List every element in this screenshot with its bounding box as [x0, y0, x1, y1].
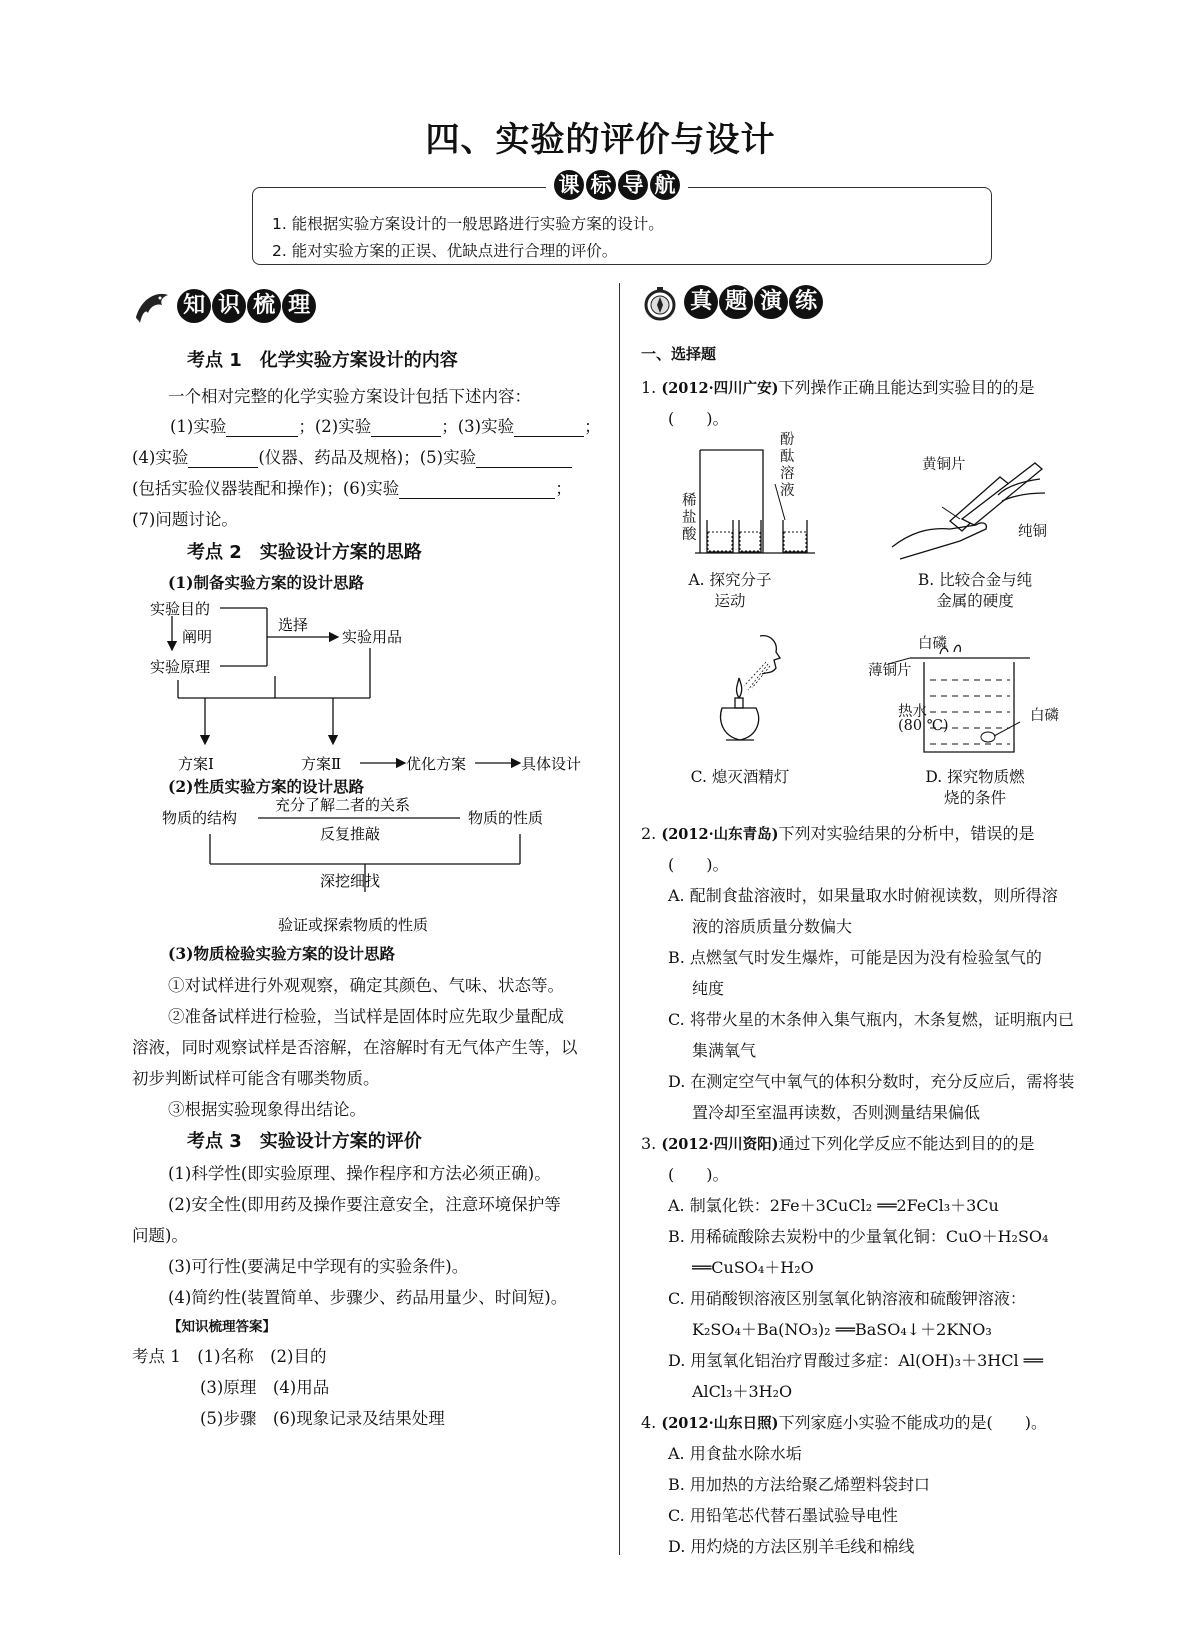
label-temperature: (80 ℃) [898, 718, 949, 734]
property-design-flowchart [160, 796, 600, 936]
q-num: 2. [641, 824, 657, 843]
figure-b-hardness-compare [890, 455, 1060, 565]
question-4 [641, 1410, 1047, 1433]
para-text: (1)科学性(即实验原理、操作程序和方法必须正确)。 [168, 1164, 551, 1183]
option-b: B. 点燃氢气时发生爆炸，可能是因为没有检验氢气的 [668, 948, 1042, 967]
option-c: C. 用硝酸钡溶液区别氢氧化钠溶液和硫酸钾溶液： [668, 1289, 1026, 1308]
label-hot-water: 热水 [898, 704, 927, 720]
kd3-heading: 考点 3 实验设计方案的评价 [187, 1131, 422, 1152]
option-c: C. 将带火星的木条伸入集气瓶内，木条复燃，证明瓶内已 [668, 1010, 1074, 1029]
sub-heading-3: (3)物质检验实验方案的设计思路 [168, 944, 395, 963]
prep-design-flowchart [130, 592, 610, 782]
answer-paren: ( )。 [668, 409, 729, 428]
blank[interactable] [476, 451, 572, 468]
option-d: D. 在测定空气中氧气的体积分数时，充分反应后，需将装 [668, 1072, 1075, 1091]
section-char: 题 [719, 285, 753, 319]
flow-principle: 实验原理 [150, 658, 211, 676]
text: (包括实验仪器装配和操作)；(6)实验 [132, 479, 400, 498]
flow-explain: 阐明 [182, 628, 213, 646]
intro-text: 一个相对完整的化学实验方案设计包括下述内容： [168, 387, 531, 406]
text: (1)实验 [170, 417, 227, 436]
question-3 [641, 1131, 1035, 1154]
label-pure-copper: 纯铜 [1018, 524, 1047, 540]
option-a-cont: 液的溶质质量分数偏大 [692, 917, 853, 936]
q-source: (2012·四川资阳) [661, 1136, 779, 1153]
flow-optimize: 优化方案 [406, 755, 467, 773]
blank[interactable] [226, 420, 298, 437]
flow2-dig: 深挖细找 [320, 872, 381, 890]
option-c: C. 用铅笔芯代替石墨试验导电性 [668, 1506, 898, 1525]
part-heading: 一、选择题 [641, 345, 717, 363]
curriculum-badge [546, 170, 688, 204]
option-a: A. 用食盐水除水垢 [668, 1444, 802, 1463]
para-text: 初步判断试样可能含有哪类物质。 [132, 1069, 380, 1088]
caption-line: B. 比较合金与纯 [917, 571, 1033, 589]
figure-c-blow-lamp [700, 628, 810, 758]
sub-heading-2: (2)性质实验方案的设计思路 [168, 777, 364, 796]
answer-title: 【知识梳理答案】 [168, 1319, 276, 1335]
section-char: 演 [754, 285, 788, 319]
badge-char: 课 [554, 170, 584, 200]
caption-line: 运动 [714, 592, 746, 610]
para-text: (3)可行性(要满足中学现有的实验条件)。 [168, 1257, 469, 1276]
answer-line: (5)步骤 (6)现象记录及结果处理 [200, 1409, 445, 1428]
page-title: 四、实验的评价与设计 [425, 120, 776, 160]
q-num: 1. [641, 378, 657, 397]
badge-char: 标 [586, 170, 616, 200]
section-char: 理 [282, 289, 316, 323]
caption-line: D. 探究物质燃 [925, 768, 1025, 786]
para-text: ③根据实验现象得出结论。 [168, 1100, 366, 1119]
q-num: 3. [641, 1134, 657, 1153]
flow2-structure: 物质的结构 [162, 809, 238, 827]
label-dilute-acid: 稀盐酸 [682, 493, 697, 543]
section-char: 梳 [247, 289, 281, 323]
q-text: 通过下列化学反应不能达到目的的是 [778, 1134, 1035, 1153]
flow-purpose: 实验目的 [150, 600, 211, 618]
compass-icon [641, 284, 679, 322]
badge-char: 航 [650, 170, 680, 200]
blank[interactable] [371, 420, 441, 437]
option-a: A. 制氯化铁：2Fe＋3CuCl₂ ══2FeCl₃＋3Cu [668, 1196, 999, 1215]
kd2-heading: 考点 2 实验设计方案的思路 [187, 542, 422, 563]
knowledge-section-header [132, 287, 317, 331]
text: (4)实验 [132, 448, 189, 467]
para-text: ①对试样进行外观观察，确定其颜色、气味、状态等。 [168, 976, 564, 995]
label-white-phosphorus: 白磷 [918, 636, 947, 652]
answer-paren: ( )。 [668, 1165, 729, 1184]
blank[interactable] [399, 482, 555, 499]
option-b: B. 用稀硫酸除去炭粉中的少量氧化铜：CuO＋H₂SO₄ [668, 1227, 1049, 1246]
option-b: B. 用加热的方法给聚乙烯塑料袋封口 [668, 1475, 930, 1494]
option-d-cont: AlCl₃＋3H₂O [692, 1382, 793, 1401]
q-source: (2012·四川广安) [661, 380, 779, 397]
figure-b-caption [895, 570, 1055, 612]
para-text: 溶液，同时观察试样是否溶解，在溶解时有无气体产生等，以 [132, 1038, 578, 1057]
label-copper-sheet: 薄铜片 [868, 663, 912, 679]
option-a: A. 配制食盐溶液时，如果量取水时俯视读数，则所得溶 [668, 886, 1058, 905]
badge-char: 导 [618, 170, 648, 200]
flow-plan2: 方案Ⅱ [301, 755, 342, 773]
q-text: 下列对实验结果的分析中，错误的是 [778, 824, 1035, 843]
sub-heading-1: (1)制备实验方案的设计思路 [168, 573, 364, 592]
flow2-property: 物质的性质 [468, 809, 544, 827]
option-d: D. 用氢氧化铝治疗胃酸过多症：Al(OH)₃＋3HCl ══ [668, 1351, 1043, 1370]
q-text: 下列操作正确且能达到实验目的的是 [778, 378, 1035, 397]
section-char: 识 [212, 289, 246, 323]
figure-d-caption [900, 767, 1050, 809]
question-2 [641, 821, 1035, 844]
section-char: 练 [789, 285, 823, 319]
text: ； [584, 417, 601, 436]
q-source: (2012·山东青岛) [661, 826, 779, 843]
curriculum-line: 2. 能对实验方案的正误、优缺点进行合理的评价。 [272, 242, 618, 260]
answer-line: 考点 1 (1)名称 (2)目的 [132, 1347, 327, 1366]
flow2-verify: 验证或探索物质的性质 [278, 916, 429, 934]
option-b-cont: 纯度 [692, 979, 725, 998]
para-text: (2)安全性(即用药及操作要注意安全，注意环境保护等 [168, 1195, 561, 1214]
option-d: D. 用灼烧的方法区别羊毛线和棉线 [668, 1537, 915, 1556]
flow-supplies: 实验用品 [342, 628, 403, 646]
figure-a-caption [665, 570, 795, 612]
label-brass: 黄铜片 [922, 457, 966, 473]
section-char: 真 [684, 285, 718, 319]
para-text: (4)简约性(装置简单、步骤少、药品用量少、时间短)。 [168, 1288, 568, 1307]
text: ；(2)实验 [298, 417, 372, 436]
caption-line: 金属的硬度 [936, 592, 1014, 610]
flow-choose: 选择 [278, 616, 309, 634]
kd1-heading: 考点 1 化学实验方案设计的内容 [187, 350, 458, 371]
blank[interactable] [188, 451, 258, 468]
option-b-cont: ══CuSO₄＋H₂O [692, 1258, 814, 1277]
answer-paren: ( )。 [668, 855, 729, 874]
practice-section-header [641, 284, 824, 328]
question-1 [641, 375, 1035, 398]
figure-c-caption: C. 熄灭酒精灯 [690, 768, 790, 786]
option-c-cont: K₂SO₄＋Ba(NO₃)₂ ══BaSO₄↓＋2KNO₃ [692, 1320, 992, 1339]
caption-line: 烧的条件 [943, 789, 1006, 807]
column-divider [619, 283, 620, 1555]
fill-line-2 [132, 444, 572, 468]
flow2-understand: 充分了解二者的关系 [275, 796, 411, 814]
flow2-deduce: 反复推敲 [320, 825, 381, 843]
option-d-cont: 置冷却至室温再读数，否则测量结果偏低 [692, 1103, 981, 1122]
text: (仪器、药品及规格)；(5)实验 [258, 448, 477, 467]
answer-line: (3)原理 (4)用品 [200, 1378, 330, 1397]
figure-a-molecule-motion [675, 432, 845, 562]
section-char: 知 [177, 289, 211, 323]
curriculum-line: 1. 能根据实验方案设计的一般思路进行实验方案的设计。 [272, 215, 664, 233]
fill-line-1 [170, 413, 601, 437]
blank[interactable] [514, 420, 584, 437]
flow-plan1: 方案Ⅰ [178, 755, 214, 773]
label-phenolphthalein: 酚酞溶液 [780, 432, 795, 499]
q-text: 下列家庭小实验不能成功的是( )。 [778, 1413, 1047, 1432]
label-white-phosphorus-water: 白磷 [1030, 708, 1059, 724]
option-c-cont: 集满氧气 [692, 1041, 757, 1060]
caption-line: A. 探究分子 [688, 571, 772, 589]
flow-design: 具体设计 [521, 755, 582, 773]
q-source: (2012·山东日照) [661, 1415, 779, 1432]
text: ； [555, 479, 572, 498]
dolphin-icon [132, 287, 172, 327]
para-text: ②准备试样进行检验，当试样是固体时应先取少量配成 [168, 1007, 564, 1026]
text: ；(3)实验 [441, 417, 515, 436]
para-text: 问题)。 [132, 1226, 188, 1245]
discussion-line: (7)问题讨论。 [132, 510, 238, 529]
q-num: 4. [641, 1413, 657, 1432]
fill-line-3 [132, 475, 572, 499]
